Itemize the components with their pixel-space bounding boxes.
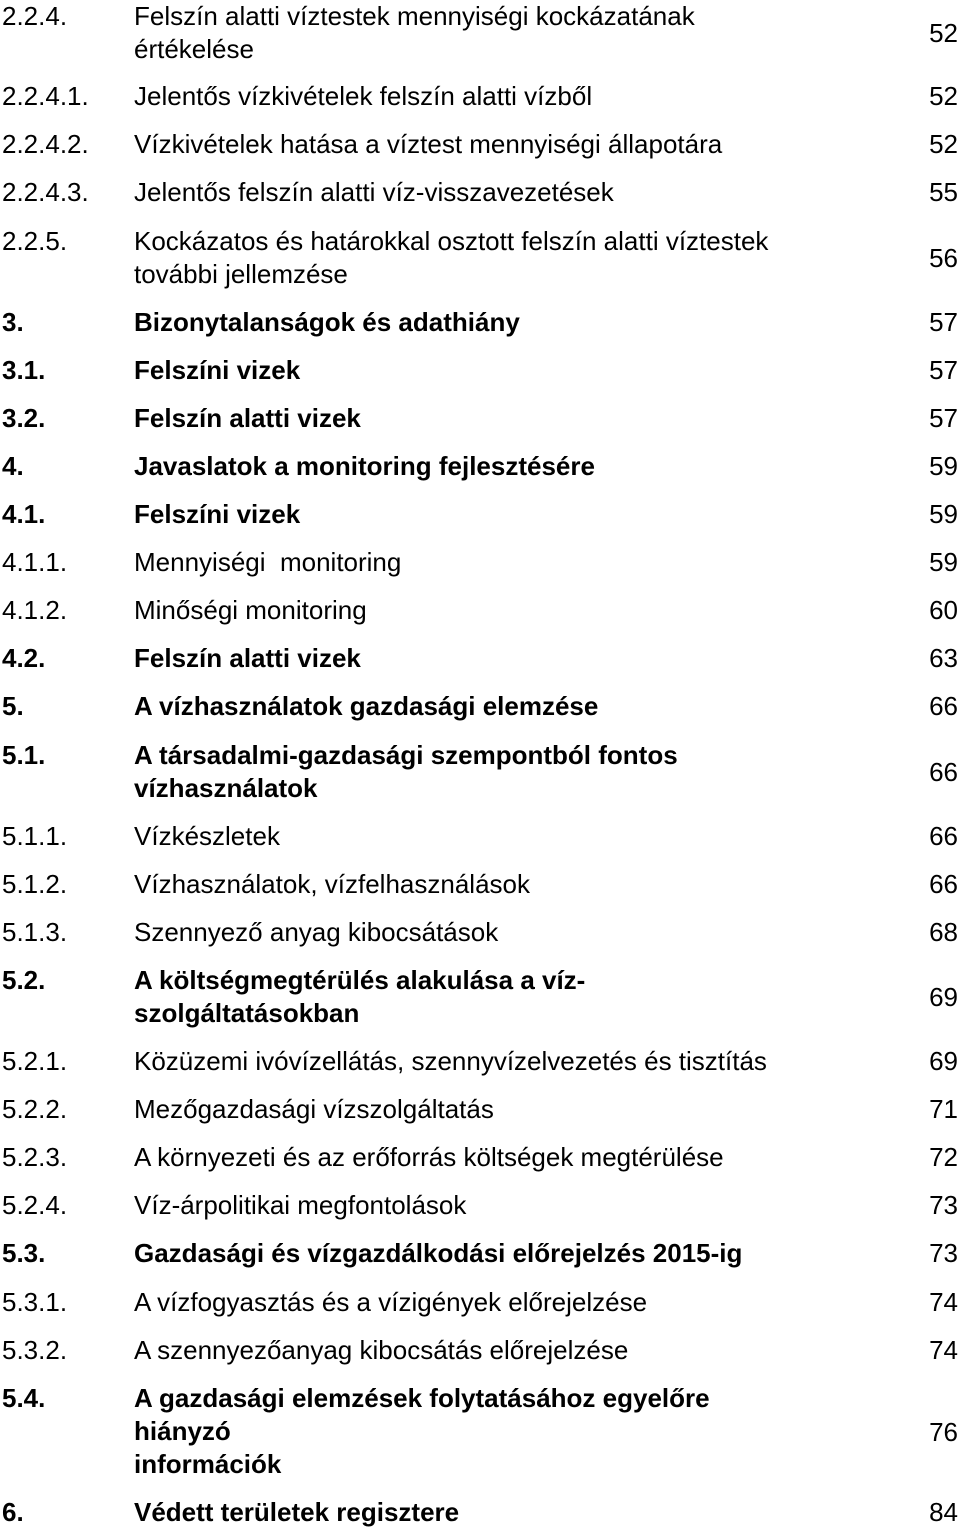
- toc-entry-page: 74: [929, 1335, 958, 1365]
- toc-entry-page: 52: [929, 18, 958, 48]
- toc-entry-page: 71: [929, 1094, 958, 1124]
- toc-entry-page: 63: [929, 643, 958, 673]
- toc-entry[interactable]: [0, 964, 960, 1030]
- toc-entry-title: A környezeti és az erőforrás költségek megtérülése: [134, 1142, 724, 1172]
- toc-entry-page: 69: [929, 1046, 958, 1076]
- toc-entry-page: 66: [929, 691, 958, 721]
- toc-entry-page: 57: [929, 355, 958, 385]
- toc-entry-number: 5.2.2.: [2, 1094, 68, 1124]
- toc-entry[interactable]: [0, 225, 960, 291]
- toc-entry-number: 5.2.4.: [2, 1190, 68, 1220]
- toc-entry-title: Közüzemi ivóvízellátás, szennyvízelvezetés és tisztítás: [134, 1046, 767, 1076]
- toc-entry-title: Gazdasági és vízgazdálkodási előrejelzés 2015-ig: [134, 1238, 743, 1268]
- toc-entry-title: Vízhasználatok, vízfelhasználások: [134, 869, 530, 899]
- toc-entry-title: Vízkivételek hatása a víztest mennyiségi állapotára: [134, 129, 723, 159]
- toc-entry-number: 4.1.1.: [2, 547, 68, 577]
- toc-entry-page: 59: [929, 499, 958, 529]
- toc-entry-number: 5.2.3.: [2, 1142, 68, 1172]
- toc-entry-title: Minőségi monitoring: [134, 595, 367, 625]
- toc-entry-page: 73: [929, 1190, 958, 1220]
- toc-entry-page: 52: [929, 81, 958, 111]
- toc-entry-page: 59: [929, 547, 958, 577]
- toc-entry-number: 4.: [2, 451, 24, 481]
- toc-entry-number: 2.2.4.1.: [2, 81, 89, 111]
- toc-entry-title: Javaslatok a monitoring fejlesztésére: [134, 451, 595, 481]
- toc-entry-title: Felszín alatti víztestek mennyiségi kockázatának értékelése: [134, 1, 695, 64]
- toc-entry-page: 68: [929, 917, 958, 947]
- toc-entry-number: 5.1.3.: [2, 917, 68, 947]
- toc-entry-number: 4.1.2.: [2, 595, 68, 625]
- toc-entry-number: 3.: [2, 307, 24, 337]
- toc-entry-number: 5.1.1.: [2, 821, 68, 851]
- toc-entry-page: 56: [929, 243, 958, 273]
- toc-entry-title: Jelentős felszín alatti víz-visszavezetések: [134, 177, 614, 207]
- toc-entry-page: 72: [929, 1142, 958, 1172]
- toc-entry-page: 73: [929, 1238, 958, 1268]
- toc-entry-page: 66: [929, 869, 958, 899]
- toc-entry-title: Védett területek regisztere: [134, 1497, 460, 1527]
- toc-entry-title: A vízfogyasztás és a vízigények előrejelzése: [134, 1287, 648, 1317]
- toc-entry-page: 66: [929, 757, 958, 787]
- toc-entry-page: 84: [929, 1497, 958, 1527]
- toc-entry-title: Vízkészletek: [134, 821, 280, 851]
- toc-entry-number: 5.: [2, 691, 24, 721]
- toc-entry-number: 3.1.: [2, 355, 46, 385]
- toc-entry-page: 57: [929, 403, 958, 433]
- toc-entry-title: Víz-árpolitikai megfontolások: [134, 1190, 467, 1220]
- toc-entry-title: Felszíni vizek: [134, 499, 301, 529]
- toc-entry-number: 2.2.5.: [2, 226, 68, 256]
- toc-entry-title: Bizonytalanságok és adathiány: [134, 307, 520, 337]
- toc-entry-number: 2.2.4.3.: [2, 177, 89, 207]
- toc-entry-title: Mezőgazdasági vízszolgáltatás: [134, 1094, 494, 1124]
- toc-entry-number: 4.1.: [2, 499, 46, 529]
- toc-entry-title: Szennyező anyag kibocsátások: [134, 917, 499, 947]
- toc-entry-number: 5.1.2.: [2, 869, 68, 899]
- toc-entry-title: A költségmegtérülés alakulása a víz- szolgáltatásokban: [134, 965, 586, 1028]
- toc-entry-page: 55: [929, 177, 958, 207]
- toc-entry[interactable]: [0, 0, 960, 66]
- toc-entry-page: 66: [929, 821, 958, 851]
- toc-entry-title: A társadalmi-gazdasági szempontból fontos vízhasználatok: [134, 740, 678, 803]
- toc-entry-page: 52: [929, 129, 958, 159]
- toc-entry[interactable]: [0, 739, 960, 805]
- toc-entry-number: 5.2.1.: [2, 1046, 68, 1076]
- toc-entry-number: 3.2.: [2, 403, 46, 433]
- toc-entry-title: A gazdasági elemzések folytatásához egyelőre hiányzó információk: [134, 1383, 710, 1479]
- toc-entry-title: Felszín alatti vizek: [134, 403, 361, 433]
- toc-entry-title: Felszíni vizek: [134, 355, 301, 385]
- toc-entry-number: 2.2.4.: [2, 1, 68, 31]
- toc-entry-number: 5.2.: [2, 965, 46, 995]
- toc-entry-title: Kockázatos és határokkal osztott felszín alatti víztestek további jellemzése: [134, 226, 769, 289]
- toc-entry-page: 69: [929, 982, 958, 1012]
- toc-entry-number: 4.2.: [2, 643, 46, 673]
- toc-entry-number: 5.3.1.: [2, 1287, 68, 1317]
- toc-entry-page: 76: [929, 1417, 958, 1447]
- toc-entry-number: 5.3.2.: [2, 1335, 68, 1365]
- toc-entry-title: Felszín alatti vizek: [134, 643, 361, 673]
- toc-entry-number: 5.4.: [2, 1383, 46, 1413]
- toc-entry-title: Mennyiségi monitoring: [134, 547, 402, 577]
- toc-entry-page: 74: [929, 1287, 958, 1317]
- toc-entry-page: 60: [929, 595, 958, 625]
- toc-entry-number: 5.1.: [2, 740, 46, 770]
- toc-entry-number: 6.: [2, 1497, 24, 1527]
- toc-entry-number: 5.3.: [2, 1238, 46, 1268]
- toc-entry[interactable]: [0, 1382, 960, 1481]
- toc-entry-page: 59: [929, 451, 958, 481]
- toc-entry-page: 57: [929, 307, 958, 337]
- toc-entry-title: A vízhasználatok gazdasági elemzése: [134, 691, 599, 721]
- toc-entry-title: Jelentős vízkivételek felszín alatti vízből: [134, 81, 593, 111]
- toc-entry-number: 2.2.4.2.: [2, 129, 89, 159]
- toc-entry-title: A szennyezőanyag kibocsátás előrejelzése: [134, 1335, 629, 1365]
